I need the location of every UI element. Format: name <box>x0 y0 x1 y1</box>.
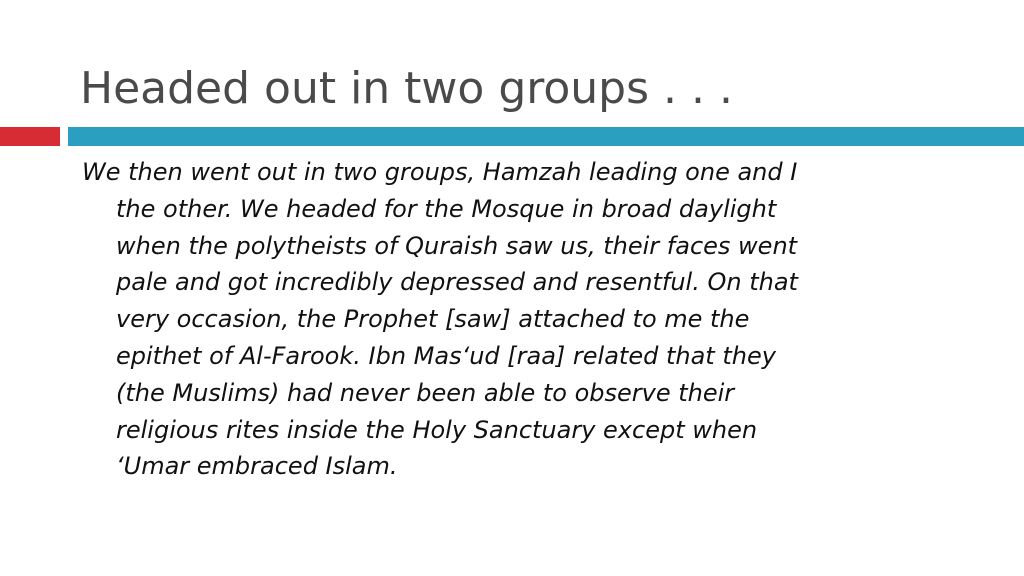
body-line: when the polytheists of Quraish saw us, their faces went <box>116 231 798 260</box>
body-line: We then went out in two groups, Hamzah leading one and I <box>82 158 798 186</box>
body-line: the other. We headed for the Mosque in broad daylight <box>116 194 777 223</box>
title-accent-bar <box>0 127 60 146</box>
body-line: pale and got incredibly depressed and resentful. On that <box>116 268 798 297</box>
body-paragraph <box>82 154 972 485</box>
slide-title: Headed out in two groups . . . <box>80 63 733 114</box>
body-line: ‘Umar embraced Islam. <box>116 452 398 481</box>
title-divider-bar <box>68 127 1024 146</box>
body-line: (the Muslims) had never been able to observe their <box>116 378 735 407</box>
body-line: epithet of Al-Farook. Ibn Mas‘ud [raa] related that they <box>116 341 776 370</box>
body-line: very occasion, the Prophet [saw] attached to me the <box>116 305 750 334</box>
body-line: religious rites inside the Holy Sanctuary except when <box>116 415 758 444</box>
